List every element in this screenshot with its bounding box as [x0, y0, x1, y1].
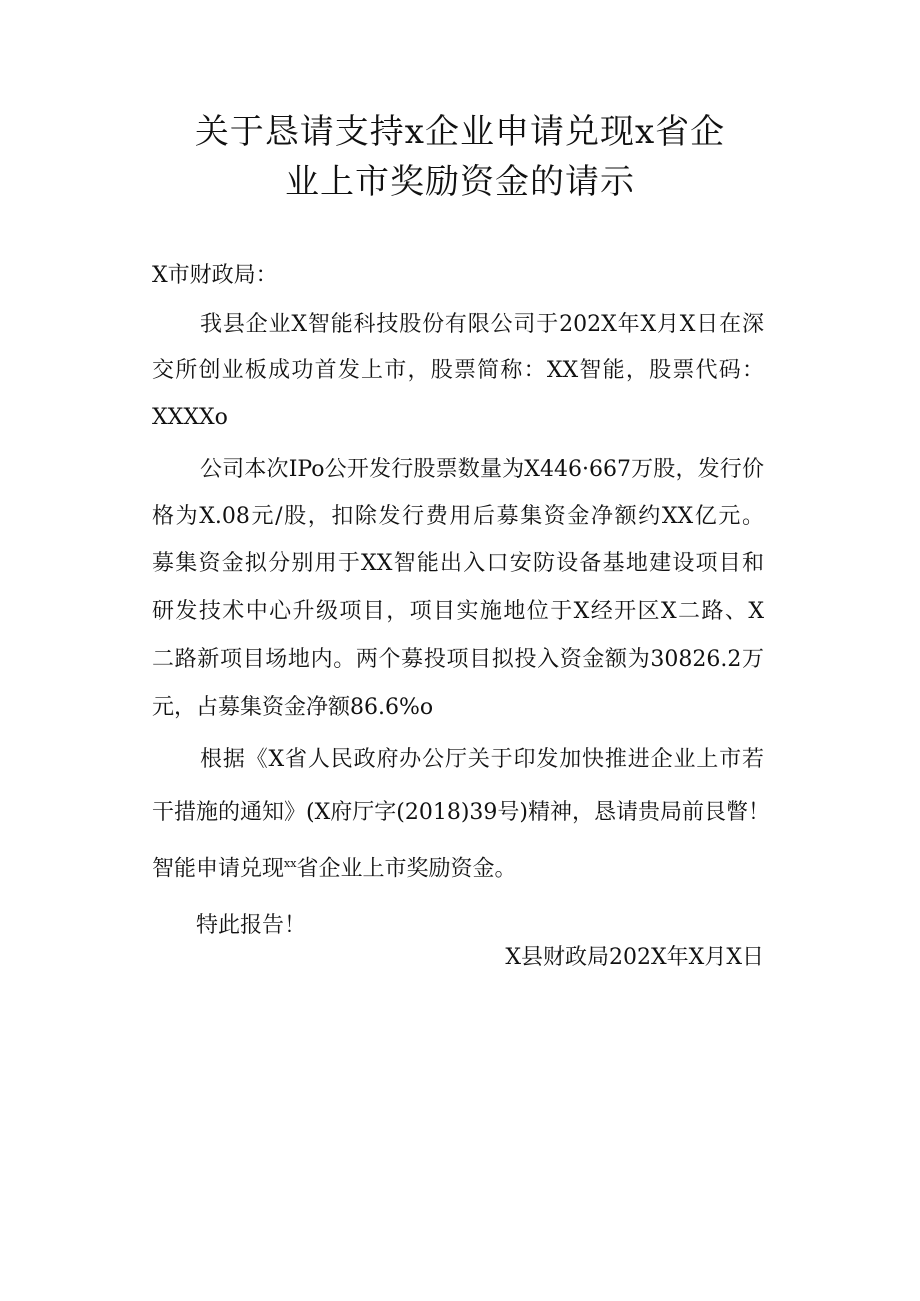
paragraph-2-line-4: 研发技术中心升级项目，项目实施地位于X经开区X二路、X: [152, 599, 764, 624]
paragraph-2-line-6: 元，占募集资金净额86.6%o: [152, 695, 434, 720]
salutation: X市财政局：: [152, 263, 278, 288]
paragraph-3-line-2: 干措施的通知》(X府厅字(2018)39号)精神，恳请贵局前艮瞥！: [152, 800, 770, 825]
superscript-marker: xx: [284, 857, 297, 870]
paragraph-2-line-3: 募集资金拟分别用于XX智能出入口安防设备基地建设项目和: [152, 551, 764, 576]
document-title-line-1: 关于恳请支持x企业申请兑现x省企: [194, 112, 726, 152]
paragraph-2-line-1: 公司本次IPo公开发行股票数量为X446·667万股，发行价: [200, 457, 764, 482]
paragraph-3-line-3: [152, 850, 516, 883]
document-title-line-2: 业上市奖励资金的请示: [285, 162, 635, 202]
paragraph-1-line-3: XXXXo: [152, 405, 228, 430]
closing-remark: 特此报告！: [196, 913, 307, 938]
paragraph-3-line-1: 根据《X省人民政府办公厅关于印发加快推进企业上市若: [200, 747, 764, 772]
paragraph-1-line-1: 我县企业X智能科技股份有限公司于202X年X月X日在深: [200, 312, 764, 337]
paragraph-2-line-5: 二路新项目场地内。两个募投项目拟投入资金额为30826.2万: [152, 647, 764, 672]
paragraph-3-line-3-text-a: 智能申请兑现: [152, 856, 285, 882]
signature-line: X县财政局202X年X月X日: [505, 945, 764, 970]
paragraph-2-line-2: 格为X.08元/股，扣除发行费用后募集资金净额约XX亿元。: [152, 504, 764, 529]
paragraph-3-line-3-text-b: 省企业上市奖励资金。: [296, 856, 517, 882]
paragraph-1-line-2: 交所创业板成功首发上市，股票简称：XX智能，股票代码：: [152, 358, 764, 383]
